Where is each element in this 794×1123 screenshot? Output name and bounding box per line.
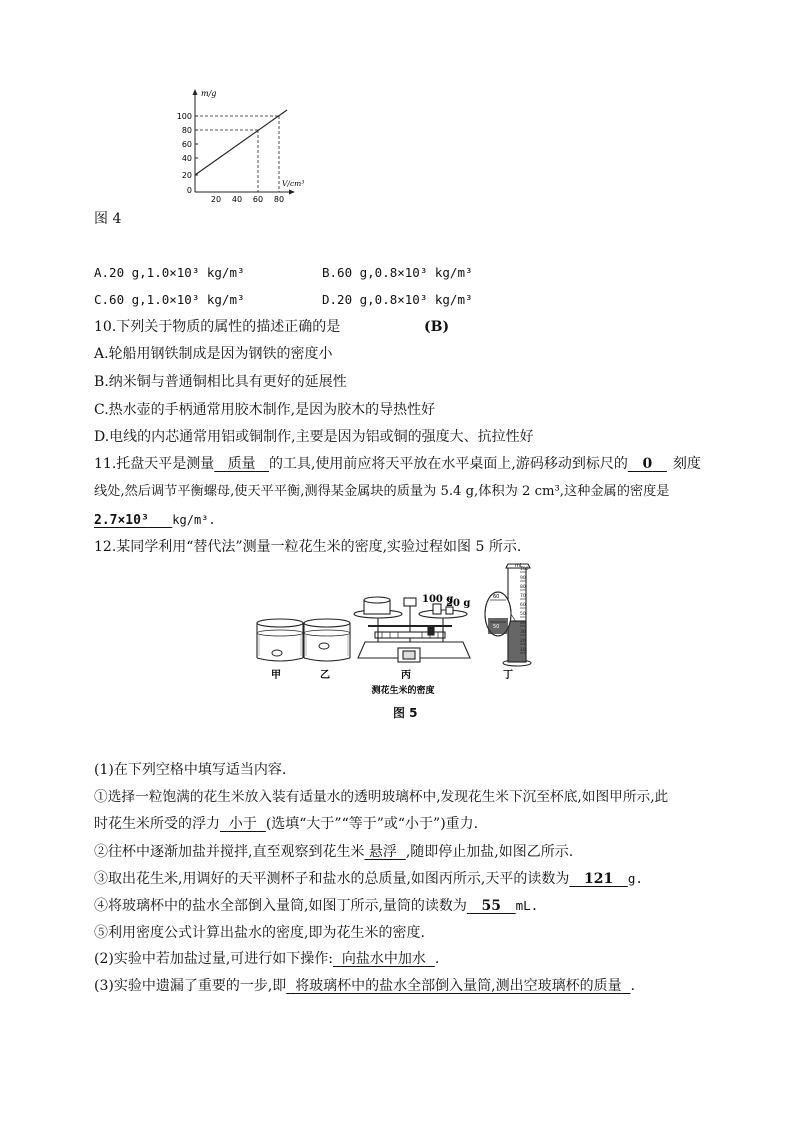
q9-option-c: C.60 g,1.0×10³ kg/m³	[94, 292, 245, 307]
q10-option-a: A.轮船用钢铁制成是因为钢铁的密度小	[94, 346, 333, 362]
q12-blank-buoyancy: 小于	[228, 816, 257, 832]
q11-part-3: 刻度	[672, 456, 701, 472]
mass-volume-line	[195, 110, 287, 175]
q12-stem: 12.某同学利用“替代法”测量一粒花生米的密度,实验过程如图 5 所示.	[94, 539, 522, 555]
scale-10: 10	[520, 648, 526, 653]
cylinder-unit: mL	[515, 563, 523, 569]
scale-80: 80	[520, 585, 526, 590]
q11-part-5: kg/m³.	[172, 513, 216, 527]
q12-step-1: ①选择一粒饱满的花生米放入装有适量水的透明玻璃杯中,发现花生米下沉至杯底,如图甲所示,此	[94, 789, 669, 805]
q11-line-2: 线处,然后调节平衡螺母,使天平平衡,测得某金属块的质量为 5.4 g,体积为 2 cm³,这种金属的密度是	[94, 484, 670, 499]
peanut-jia	[272, 650, 282, 656]
figure-5	[250, 562, 550, 700]
q12-step-2: ②往杯中逐渐加盐并搅拌,直至观察到花生米 悬浮 ,随即停止加盐,如图乙所示.	[94, 844, 574, 860]
weight-20g: 20 g	[446, 598, 471, 609]
x-axis-label: V/cm³	[282, 179, 305, 188]
q12-blank-cylinder-reading: 55	[481, 898, 502, 914]
peanut-density-diagram	[250, 562, 550, 700]
q9-option-b: B.60 g,0.8×10³ kg/m³	[322, 265, 473, 280]
q11-blank-2: 0	[642, 456, 653, 472]
y-axis-arrow	[193, 89, 198, 95]
figure-5-caption: 图 5	[393, 706, 418, 720]
q11-line-3	[94, 511, 216, 530]
q10-option-c: C.热水壶的手柄通常用胶木制作,是因为胶木的导热性好	[94, 402, 436, 418]
y-tick-40: 40	[181, 154, 192, 163]
q10-answer: (B)	[424, 319, 450, 335]
q12-part-2: (2)实验中若加盐过量,可进行如下操作: 向盐水中加水 .	[94, 951, 440, 967]
q12-blank-state: 悬浮	[368, 844, 397, 860]
y-tick-0: 0	[186, 186, 192, 195]
scale-30: 30	[520, 630, 526, 635]
q12-blank-missing-step: 将玻璃杯中的盐水全部倒入量筒,测出空玻璃杯的质量	[295, 978, 622, 994]
y-axis-label: m/g	[201, 89, 217, 98]
q12-part-1-heading: (1)在下列空格中填写适当内容.	[94, 762, 287, 778]
q12-step-1-cont: 时花生米所受的浮力 小于 (选填“大于”“等于”或“小于”)重力.	[94, 816, 479, 832]
y-tick-20: 20	[181, 171, 192, 180]
scale-70: 70	[520, 594, 526, 599]
beaker-yi	[304, 619, 350, 661]
label-ding: 丁	[503, 670, 513, 681]
q12-step-4: ④将玻璃杯中的盐水全部倒入量筒,如图丁所示,量筒的读数为 55 mL.	[94, 898, 539, 914]
x-tick-60: 60	[252, 195, 264, 204]
scale-90: 90	[520, 576, 526, 581]
scale-20: 20	[520, 639, 526, 644]
q11-part-2: 的工具,使用前应将天平放在水平桌面上,游码移动到标尺的	[268, 456, 628, 472]
label-jia: 甲	[271, 670, 281, 681]
y-tick-60: 60	[181, 140, 192, 149]
figure-5-title: 测花生米的密度	[371, 686, 435, 696]
q12-step-5: ⑤利用密度公式计算出盐水的密度,即为花生米的密度.	[94, 925, 425, 941]
scale-60: 60	[520, 603, 526, 608]
q12-part-3: (3)实验中遗漏了重要的一步,即 将玻璃杯中的盐水全部倒入量筒,测出空玻璃杯的质量 .	[94, 978, 635, 994]
q11-blank-1: 质量	[227, 456, 256, 472]
q11-part-1: 11.托盘天平是测量	[94, 456, 215, 472]
scale-50: 50	[520, 612, 526, 617]
q11-line-1	[94, 455, 701, 473]
q10-stem: 10.下列关于物质的属性的描述正确的是	[94, 319, 341, 335]
inset-mark-60: 60	[493, 594, 500, 600]
q9-option-a: A.20 g,1.0×10³ kg/m³	[94, 265, 245, 280]
x-axis-arrow	[289, 190, 295, 195]
scale-100: 100	[520, 567, 529, 572]
q10-option-b: B.纳米铜与普通铜相比具有更好的延展性	[94, 374, 347, 390]
x-tick-40: 40	[231, 195, 243, 204]
weight-100g: 100 g	[422, 594, 454, 605]
label-bing: 丙	[401, 670, 411, 681]
q10-option-d: D.电线的内芯通常用铝或铜制作,主要是因为铝或铜的强度大、抗拉性好	[94, 429, 534, 445]
y-tick-100: 100	[176, 112, 192, 121]
x-tick-80: 80	[273, 195, 285, 204]
q12-blank-operation: 向盐水中加水	[341, 951, 426, 967]
inset-mark-50: 50	[493, 624, 500, 630]
q12-blank-balance-reading: 121	[583, 871, 614, 887]
figure-4-caption: 图 4	[94, 211, 122, 227]
mass-volume-graph	[170, 86, 320, 208]
graph-figure-4	[170, 86, 320, 208]
peanut-yi	[319, 643, 329, 649]
scale-40: 40	[520, 621, 526, 626]
q12-step-3: ③取出花生米,用调好的天平测杯子和盐水的总质量,如图丙所示,天平的读数为 121 g.	[94, 871, 643, 887]
label-yi: 乙	[320, 670, 330, 681]
q11-blank-3: 2.7×10³	[94, 513, 149, 528]
q9-option-d: D.20 g,0.8×10³ kg/m³	[322, 292, 473, 307]
y-tick-80: 80	[181, 126, 192, 135]
x-tick-20: 20	[210, 195, 222, 204]
